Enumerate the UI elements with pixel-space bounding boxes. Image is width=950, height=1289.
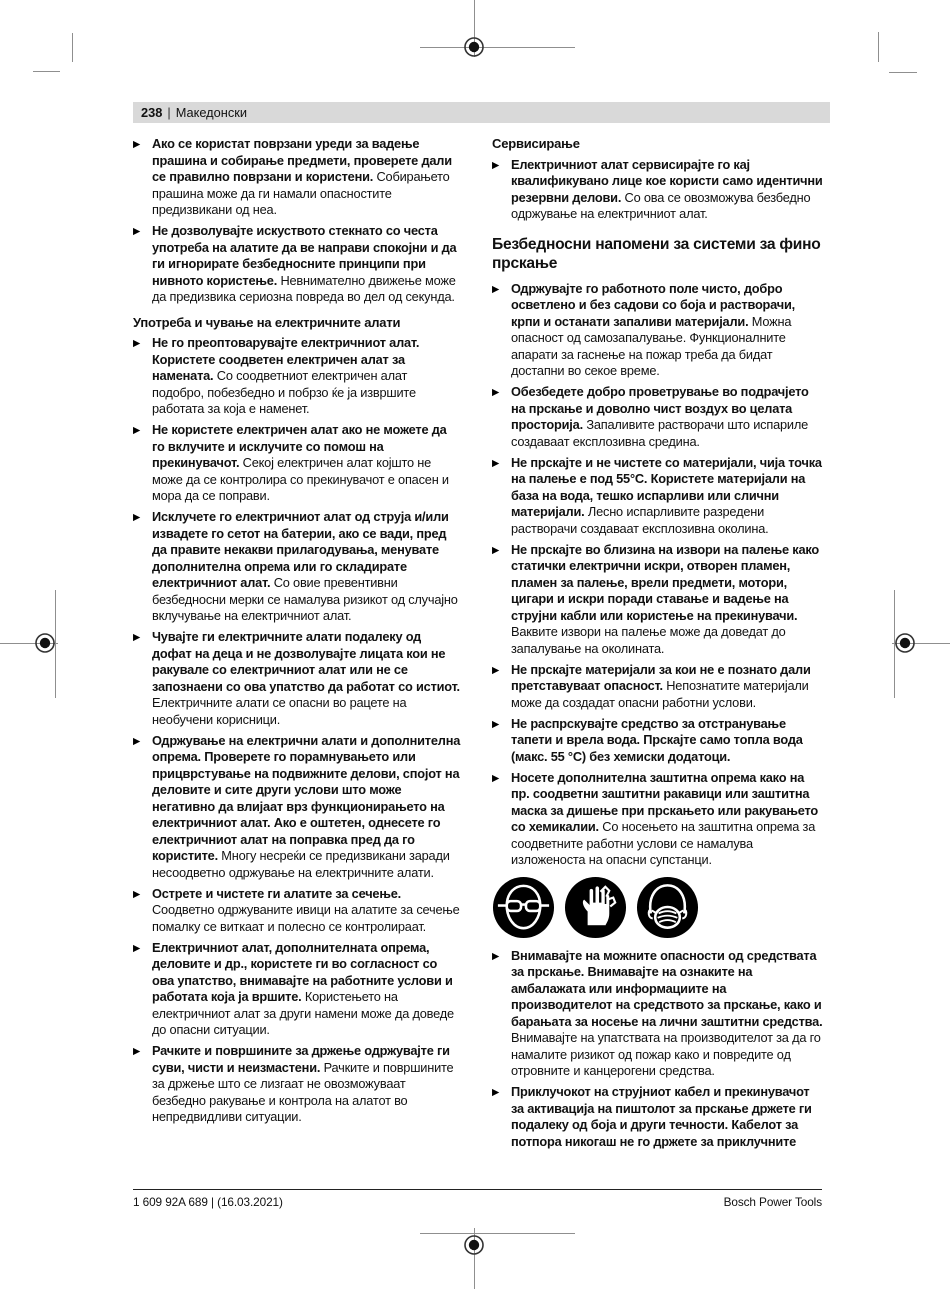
safety-warning-item: ▶ Острете и чистете ги алатите за сечење. Соодветно одржуваните ивици на алатите за сечење помалку се виткаат и полесно се контролираат. (133, 885, 460, 934)
bullet-triangle-icon: ▶ (492, 457, 500, 469)
safety-warning-item: ▶ Приклучокот на струјниот кабел и прекинувачот за активација на пиштолот за прскање држете ги подалеку од боја и други течности. Кабелот за потпора никогаш не го држете за приклучните (492, 1084, 812, 1149)
bullet-triangle-icon: ▶ (492, 1087, 500, 1098)
safety-warning-item: ▶ Не дозволувајте искуството стекнато со честа употреба на алатите да ве направи спокојни и да ги игнорирате безбедносните принципи при нивното користење. Невнимателно движење може да предизвика сериозна повреда во дел од секунда. (133, 223, 457, 304)
safety-warning-item: ▶ Рачките и површините за држење одржувајте ги суви, чисти и неизмастени. Рачките и површините за држење што се лизгаат не овозможуваат безбедно ракување и контрола на алатот во непредвидливи ситуации. (133, 1043, 454, 1124)
subsection-heading: Употреба и чување на електричните алати (133, 314, 401, 330)
safety-warning-item: ▶ Исклучете го електричниот алат од струја и/или извадете го сетот на батерии, ако се вади, пред да правите некакви прилагодувања, менувате дополнителна опрема или го складирате електричниот алат. Со овие превентивни безбедносни мерки се намалува ризикот од случајно вклучување на електричниот алат. (133, 509, 458, 623)
brand-name: Bosch Power Tools (723, 1195, 822, 1209)
safety-warning-item: ▶ Не распрскувајте средство за отстранување тапети и врела вода. Прскајте само топла вода (макс. 55 °C) без хемиски додатоци. (492, 715, 803, 764)
page-language: Македонски (175, 105, 247, 120)
bullet-triangle-icon: ▶ (133, 888, 141, 900)
bullet-triangle-icon: ▶ (133, 735, 141, 747)
safety-warning-item: ▶ Електричниот алат, дополнителната опрема, деловите и др., користете ги во согласност со ова упатство, внимавајте на работните услови и работата која ја вршите. Користењето на електричниот алат за други намени може да доведе до опасни ситуации. (133, 939, 454, 1037)
bullet-triangle-icon: ▶ (492, 283, 500, 295)
bullet-triangle-icon: ▶ (133, 226, 141, 237)
bullet-triangle-icon: ▶ (133, 338, 141, 349)
bullet-triangle-icon: ▶ (492, 159, 500, 171)
safety-warning-item: ▶ Носете дополнителна заштитна опрема како на пр. соодветни заштитни ракавици или заштитна маска за дишење при прскањето или ракувањето со хемикалии. Со носењето на заштитна опрема за соодветните работни услови се намалува изложеноста на опасни супстанци. (492, 769, 819, 867)
safety-pictograms (492, 876, 823, 939)
crop-mark (33, 71, 60, 72)
bullet-triangle-icon: ▶ (133, 139, 141, 150)
bullet-triangle-icon: ▶ (492, 387, 500, 398)
bullet-triangle-icon: ▶ (492, 718, 500, 730)
wear-protective-gloves-icon (564, 876, 627, 939)
safety-warning-item: ▶ Не користете електричен алат ако не можете да го вклучите и исклучите со помош на прекинувачот. Секој електричен алат којшто не може да се контролира со прекинувачот е опасен и мора да се поправи. (133, 422, 449, 503)
safety-warning-item: ▶ Обезбедете добро проветрување во подрачјето на прскање и доволно чист воздух во целата просторија. Запаливите растворачи што испариле создаваат експлозивна средина. (492, 384, 809, 449)
subsection-heading: Сервисирање (492, 136, 580, 151)
bullet-triangle-icon: ▶ (492, 544, 500, 556)
safety-warning-item: ▶ Чувајте ги електричните алати подалеку од дофат на деца и не дозволувајте лицата кои не ракувале со електричниот алат или не се запознаени со ова упатство да работат со истиот. Електричните алати се опасни во рацете на необучени корисници. (133, 629, 460, 727)
safety-warning-item: ▶ Не го преоптоварувајте електричниот алат. Користете соодветен електричен алат за намената. Со соодветниот електричен алат подобро, побезбедно и побрзо ќе ја извршите работата за која е наменет. (133, 335, 420, 416)
safety-warning-item: ▶ Не прскајте во близина на извори на палење како статички електрични искри, отворен пламен, пламен за палење, врели предмети, мотори, цигари и искри поради ставање и вадење на струјни кабли или користење на прекинувачи. Ваквите извори на палење може да доведат до запалување на околината. (492, 541, 820, 656)
footer-rule (133, 1189, 822, 1190)
wear-respirator-mask-icon (636, 876, 699, 939)
right-column (492, 136, 823, 1155)
bullet-triangle-icon: ▶ (133, 512, 141, 523)
left-column (133, 136, 462, 1130)
bullet-triangle-icon: ▶ (133, 425, 141, 436)
section-heading: Безбедносни напомени за системи за фино прскање (492, 235, 821, 272)
registration-mark (34, 632, 56, 654)
registration-mark (463, 36, 485, 58)
header-separator: | (167, 105, 171, 120)
safety-warning-item: ▶ Одржување на електрични алати и дополнителна опрема. Проверете го порамнувањето или прицврстување на подвижните делови, спојот на деловите и сите други услови што може негативно да влијаат врз функционирањето на електричниот алат. Ако е оштетен, однесете го електричниот алат на поправка пред да го користите. Многу несреќи се предизвикани заради несоодветно одржување на електричните алати. (133, 732, 461, 880)
registration-mark-line (420, 47, 575, 48)
safety-warning-item: ▶ Ако се користат поврзани уреди за вадење прашина и собирање предмети, проверете дали се правилно поврзани и користени. Собирањето прашина може да ги намали опасностите предизвикани од неа. (133, 136, 452, 217)
safety-warning-item: ▶ Не прскајте материјали за кои не е познато дали претставуваат опасност. Непознатите материјали може да создадат опасни работни услови. (492, 661, 811, 710)
bullet-triangle-icon: ▶ (492, 772, 500, 784)
crop-mark (878, 32, 879, 62)
wear-eye-protection-icon (492, 876, 555, 939)
safety-warning-item: ▶ Не прскајте и не чистете со материјали, чија точка на палење е под 55°C. Користете материјали на база на вода, тешко испарливи или слични материјали. Лесно испарливите разредени растворачи создаваат експлозивна околина. (492, 454, 822, 536)
page-header (133, 102, 830, 123)
safety-warning-item: ▶ Внимавајте на можните опасности од средствата за прскање. Внимавајте на ознаките на амбалажата или информациите на производителот на средството за прскање, како и барањата за носење на лични заштитни средства. Внимавајте на упатствата на производителот за да го намалите ризикот од пожар како и повредите од отровните и канцерогени средства. (492, 947, 823, 1078)
crop-mark (72, 33, 73, 62)
document-number: 1 609 92A 689 | (16.03.2021) (133, 1195, 283, 1209)
page-footer (133, 1195, 822, 1209)
bullet-triangle-icon: ▶ (492, 950, 500, 962)
bullet-triangle-icon: ▶ (133, 1046, 141, 1057)
safety-warning-item: ▶ Одржувајте го работното поле чисто, добро осветлено и без садови со боја и растворачи, крпи и останати запаливи материјали. Можна опасност од самозапалување. Функционалните апарати за гаснење на пожар треба да бидат достапни во секое време. (492, 280, 796, 378)
registration-mark (463, 1234, 485, 1256)
crop-mark (889, 72, 917, 73)
registration-mark-line (420, 1233, 575, 1234)
bullet-triangle-icon: ▶ (492, 664, 500, 676)
registration-mark (894, 632, 916, 654)
page-number: 238 (141, 105, 163, 120)
safety-warning-item: ▶ Електричниот алат сервисирајте го кај квалификувано лице кое користи само идентични резервни делови. Со ова се овозможува безбедно одржување на електричниот алат. (492, 156, 823, 221)
bullet-triangle-icon: ▶ (133, 632, 141, 643)
bullet-triangle-icon: ▶ (133, 942, 141, 954)
